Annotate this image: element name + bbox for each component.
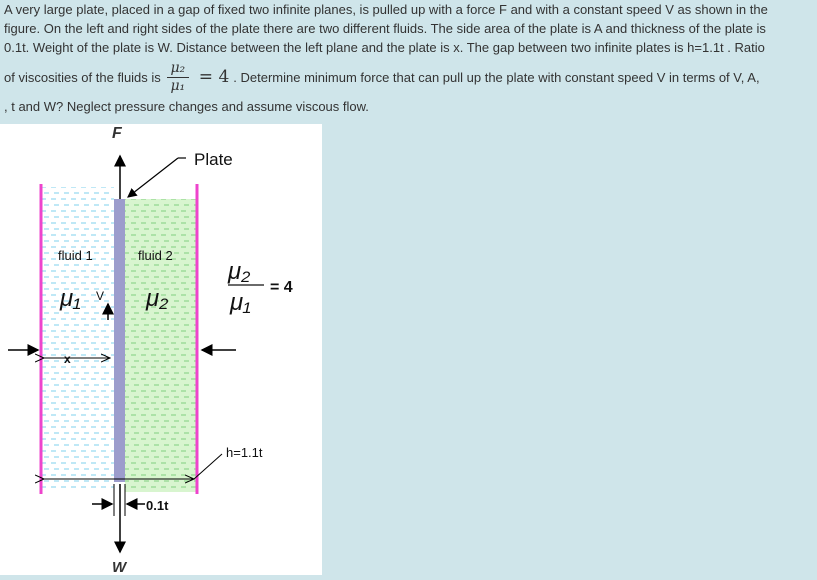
ratio-denominator: μ₁ — [170, 77, 186, 94]
gap-label: h=1.1t — [226, 445, 263, 460]
mu2-symbol: μ₂ — [146, 285, 169, 312]
ratio-equals-4: = 4 — [270, 279, 293, 296]
ratio-suffix: . Determine minimum force that can pull up the plate with constant speed V in terms of V, A, — [233, 69, 760, 85]
ratio-prefix: of viscosities of the fluids is — [4, 69, 161, 85]
ratio-mu2: μ₂ — [228, 258, 251, 285]
problem-line-5: , t and W? Neglect pressure changes and assume viscous flow. — [4, 99, 369, 114]
mu1-symbol: μ₁ — [60, 285, 81, 312]
force-label: F — [112, 125, 122, 142]
problem-text — [4, 0, 812, 116]
fluid-1-region — [40, 187, 114, 492]
weight-label: W — [112, 559, 127, 575]
ratio-value: = 4 — [198, 66, 230, 87]
thickness-label: 0.1t — [146, 498, 169, 513]
figure-panel — [0, 124, 322, 575]
problem-line-3: 0.1t. Weight of the plate is W. Distance between the left plane and the plate is x. The gap between two infinite plates is h=1.1t . Ratio — [4, 40, 765, 55]
plate-label: Plate — [194, 150, 233, 169]
x-label: x — [64, 352, 71, 366]
viscosity-ratio-fraction — [167, 61, 189, 94]
plate-diagram — [0, 124, 322, 575]
plate-leader-line — [128, 158, 178, 197]
fluid-2-label: fluid 2 — [138, 248, 173, 263]
fluid-2-region — [125, 199, 198, 492]
ratio-numerator: μ₂ — [170, 59, 186, 76]
ratio-line — [4, 57, 812, 97]
ratio-mu1: μ₁ — [230, 289, 251, 316]
problem-line-1: A very large plate, placed in a gap of fixed two infinite planes, is pulled up with a force F and with a constant speed V as shown in the — [4, 2, 768, 17]
velocity-label: V — [96, 289, 105, 303]
fluid-1-label: fluid 1 — [58, 248, 93, 263]
problem-line-2: figure. On the left and right sides of the plate there are two different fluids. The side area of the plate is A and thickness of the plate is — [4, 21, 766, 36]
plate — [114, 199, 125, 482]
